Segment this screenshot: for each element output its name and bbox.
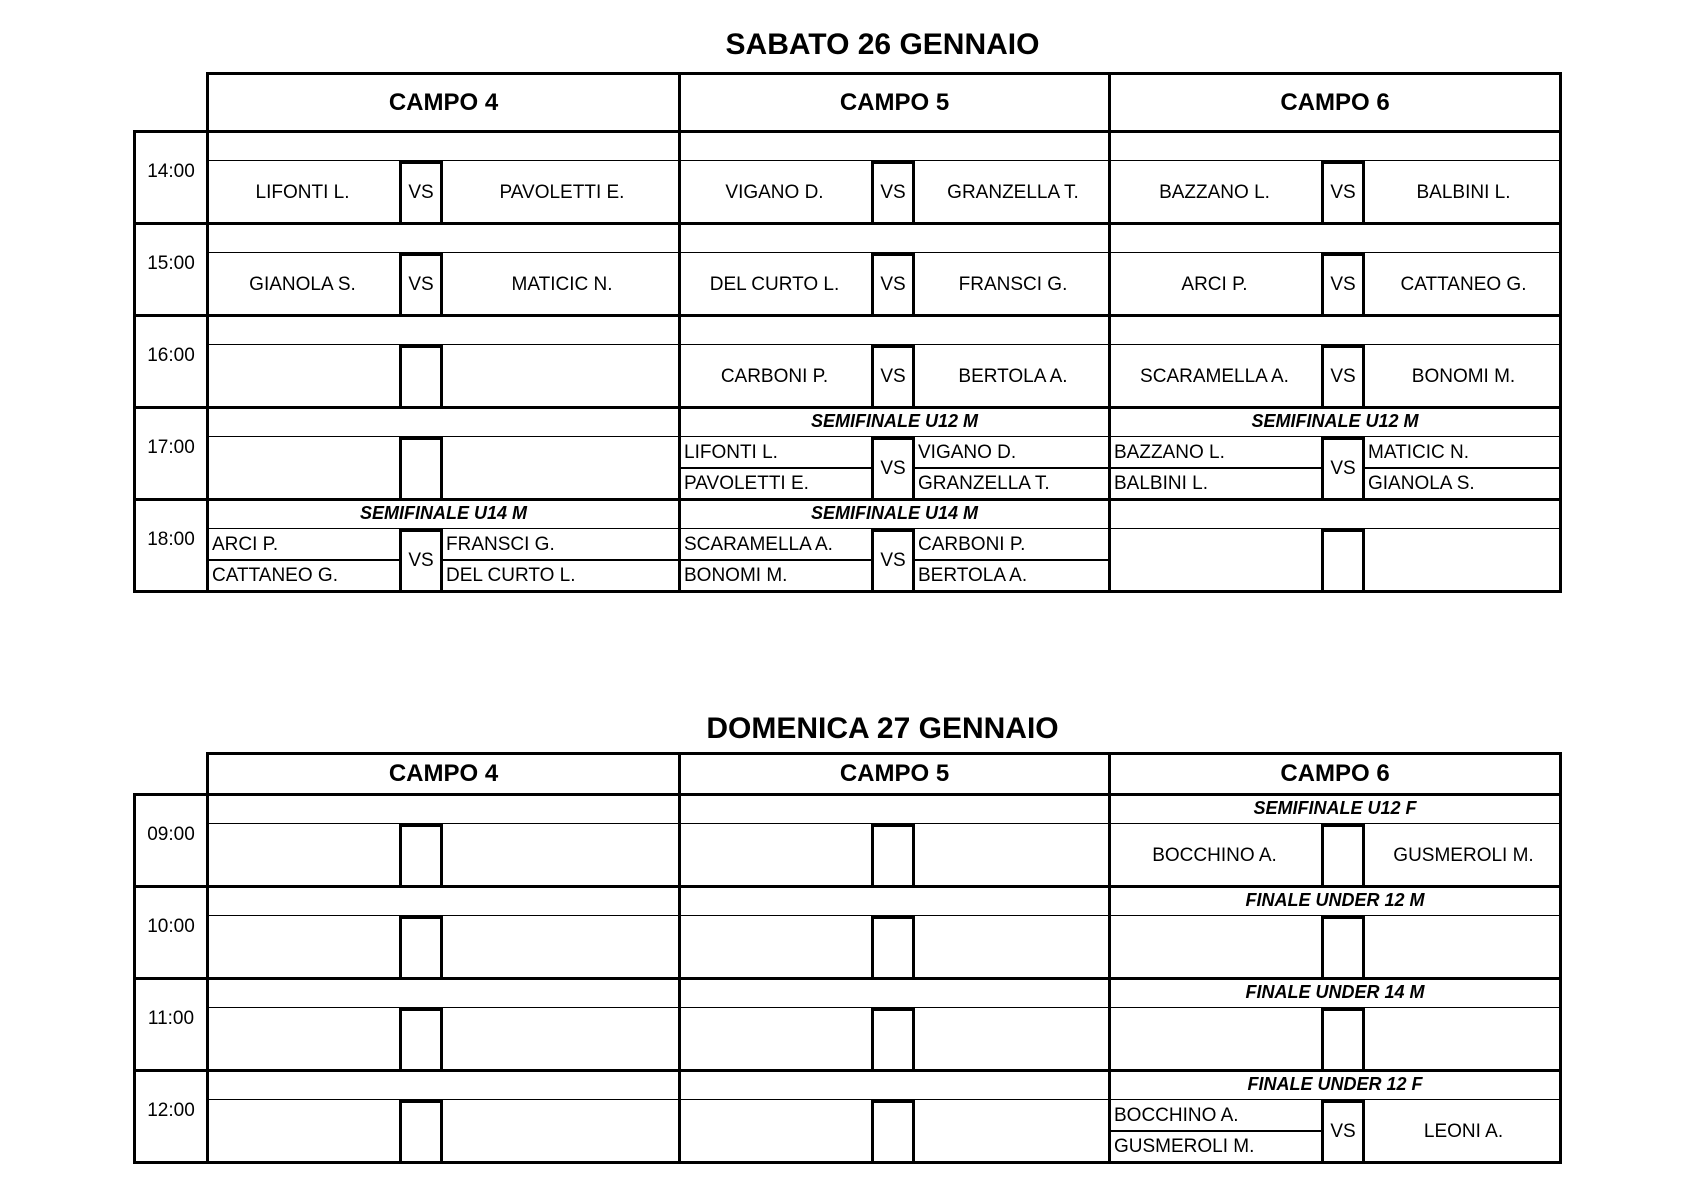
- player-name: SCARAMELLA A.: [1140, 366, 1289, 387]
- vs-box: [399, 916, 443, 980]
- vs-box: [871, 824, 915, 888]
- time-slot: 12:00: [133, 1069, 206, 1164]
- field-header: CAMPO 4: [206, 752, 681, 796]
- day-title: SABATO 26 GENNAIO: [725, 28, 1040, 61]
- match-label: [678, 314, 1111, 345]
- player-name: FRANSCI G.: [443, 531, 678, 561]
- match-label: [678, 130, 1111, 161]
- player-name: [443, 824, 681, 888]
- time-slot: 18:00: [133, 498, 206, 593]
- player-name: LIFONTI L.: [681, 439, 871, 469]
- vs-box: VS: [871, 529, 915, 593]
- player-name: BONOMI M.: [1411, 366, 1516, 387]
- player-name: BERTOLA A.: [958, 366, 1068, 387]
- vs-box: [1321, 529, 1365, 593]
- match-label: [206, 977, 681, 1008]
- player-name: [915, 1100, 1111, 1164]
- player-name: [1108, 916, 1321, 980]
- player-name: CATTANEO G.: [212, 565, 338, 586]
- player-name: BONOMI M.: [684, 565, 788, 586]
- player-name: [206, 916, 399, 980]
- time-slot: 14:00: [133, 130, 206, 225]
- player-name: [443, 437, 681, 501]
- match-label: [678, 222, 1111, 253]
- field-header: CAMPO 4: [206, 72, 681, 133]
- player-name: ARCI P.: [209, 531, 399, 561]
- player-name: [443, 916, 681, 980]
- vs-box: [399, 345, 443, 409]
- player-name: [1365, 1008, 1562, 1072]
- player-name: [206, 1100, 399, 1164]
- time-slot: 16:00: [133, 314, 206, 409]
- player-name: GUSMEROLI M.: [1114, 1136, 1255, 1157]
- match-label: [206, 222, 681, 253]
- vs-box: VS: [871, 253, 915, 317]
- player-name: GIANOLA S.: [249, 274, 356, 295]
- match-label: [206, 130, 681, 161]
- match-label: [678, 793, 1111, 824]
- vs-box: VS: [1321, 253, 1365, 317]
- match-label: [678, 977, 1111, 1008]
- match-label: [1108, 498, 1562, 529]
- match-label: [206, 1069, 681, 1100]
- match-label: [1108, 130, 1562, 161]
- player-name: MATICIC N.: [511, 274, 613, 295]
- vs-box: [1321, 1008, 1365, 1072]
- match-label: [1108, 314, 1562, 345]
- player-name: CATTANEO G.: [1400, 274, 1527, 295]
- match-label: [1108, 222, 1562, 253]
- player-name: [206, 437, 399, 501]
- player-name: [678, 1008, 871, 1072]
- player-name: BALBINI L.: [1416, 182, 1511, 203]
- vs-box: VS: [399, 529, 443, 593]
- match-label: SEMIFINALE U12 M: [1108, 406, 1562, 437]
- player-name: [678, 916, 871, 980]
- match-label: [206, 314, 681, 345]
- player-name: [443, 345, 681, 409]
- player-name: GIANOLA S.: [1368, 473, 1475, 494]
- player-name: SCARAMELLA A.: [681, 531, 871, 561]
- vs-box: VS: [871, 161, 915, 225]
- match-label: FINALE UNDER 12 M: [1108, 885, 1562, 916]
- player-name: BERTOLA A.: [918, 565, 1028, 586]
- match-label: SEMIFINALE U14 M: [206, 498, 681, 529]
- match-label: FINALE UNDER 12 F: [1108, 1069, 1562, 1100]
- field-header: CAMPO 5: [678, 752, 1111, 796]
- vs-box: VS: [871, 345, 915, 409]
- player-name: [443, 1008, 681, 1072]
- vs-box: [871, 1100, 915, 1164]
- vs-box: [871, 1008, 915, 1072]
- vs-box: [399, 824, 443, 888]
- player-name: PAVOLETTI E.: [499, 182, 625, 203]
- player-name: CARBONI P.: [915, 531, 1108, 561]
- player-name: [915, 824, 1111, 888]
- vs-box: [399, 1008, 443, 1072]
- player-name: [678, 1100, 871, 1164]
- player-name: BOCCHINO A.: [1111, 1102, 1321, 1132]
- player-name: DEL CURTO L.: [709, 274, 840, 295]
- time-slot: 11:00: [133, 977, 206, 1072]
- match-label: SEMIFINALE U12 M: [678, 406, 1111, 437]
- vs-box: VS: [1321, 161, 1365, 225]
- player-name: [1365, 916, 1562, 980]
- vs-box: [1321, 916, 1365, 980]
- player-name: GRANZELLA T.: [918, 473, 1050, 494]
- vs-box: [871, 916, 915, 980]
- player-name: CARBONI P.: [720, 366, 829, 387]
- vs-box: VS: [399, 253, 443, 317]
- player-name: [206, 824, 399, 888]
- day-title: DOMENICA 27 GENNAIO: [706, 712, 1059, 745]
- field-header: CAMPO 6: [1108, 752, 1562, 796]
- match-label: [206, 885, 681, 916]
- player-name: GRANZELLA T.: [947, 182, 1079, 203]
- vs-box: VS: [871, 437, 915, 501]
- player-name: [678, 824, 871, 888]
- vs-box: [399, 1100, 443, 1164]
- time-slot: 17:00: [133, 406, 206, 501]
- time-slot: 10:00: [133, 885, 206, 980]
- vs-box: VS: [1321, 437, 1365, 501]
- match-label: [206, 406, 681, 437]
- match-label: [206, 793, 681, 824]
- player-name: [915, 916, 1111, 980]
- player-name: [1108, 529, 1321, 593]
- player-name: VIGANO D.: [725, 182, 824, 203]
- vs-box: [1321, 824, 1365, 888]
- player-name: [206, 1008, 399, 1072]
- vs-box: VS: [399, 161, 443, 225]
- field-header: CAMPO 6: [1108, 72, 1562, 133]
- match-label: FINALE UNDER 14 M: [1108, 977, 1562, 1008]
- player-name: BAZZANO L.: [1159, 182, 1270, 203]
- player-name: [1108, 1008, 1321, 1072]
- player-name: FRANSCI G.: [958, 274, 1068, 295]
- player-name: PAVOLETTI E.: [684, 473, 809, 494]
- vs-box: VS: [1321, 345, 1365, 409]
- match-label: SEMIFINALE U12 F: [1108, 793, 1562, 824]
- field-header: CAMPO 5: [678, 72, 1111, 133]
- player-name: LIFONTI L.: [255, 182, 350, 203]
- vs-box: VS: [1321, 1100, 1365, 1164]
- vs-box: [399, 437, 443, 501]
- player-name: BOCCHINO A.: [1152, 845, 1277, 866]
- player-name: [1365, 529, 1562, 593]
- player-name: BALBINI L.: [1114, 473, 1208, 494]
- player-name: [206, 345, 399, 409]
- player-name: MATICIC N.: [1365, 439, 1559, 469]
- time-slot: 09:00: [133, 793, 206, 888]
- player-name: [915, 1008, 1111, 1072]
- player-name: ARCI P.: [1181, 274, 1248, 295]
- player-name: [443, 1100, 681, 1164]
- player-name: BAZZANO L.: [1111, 439, 1321, 469]
- player-name: LEONI A.: [1423, 1121, 1504, 1142]
- player-name: VIGANO D.: [915, 439, 1108, 469]
- player-name: GUSMEROLI M.: [1393, 845, 1534, 866]
- time-slot: 15:00: [133, 222, 206, 317]
- match-label: [678, 885, 1111, 916]
- match-label: [678, 1069, 1111, 1100]
- player-name: DEL CURTO L.: [446, 565, 576, 586]
- match-label: SEMIFINALE U14 M: [678, 498, 1111, 529]
